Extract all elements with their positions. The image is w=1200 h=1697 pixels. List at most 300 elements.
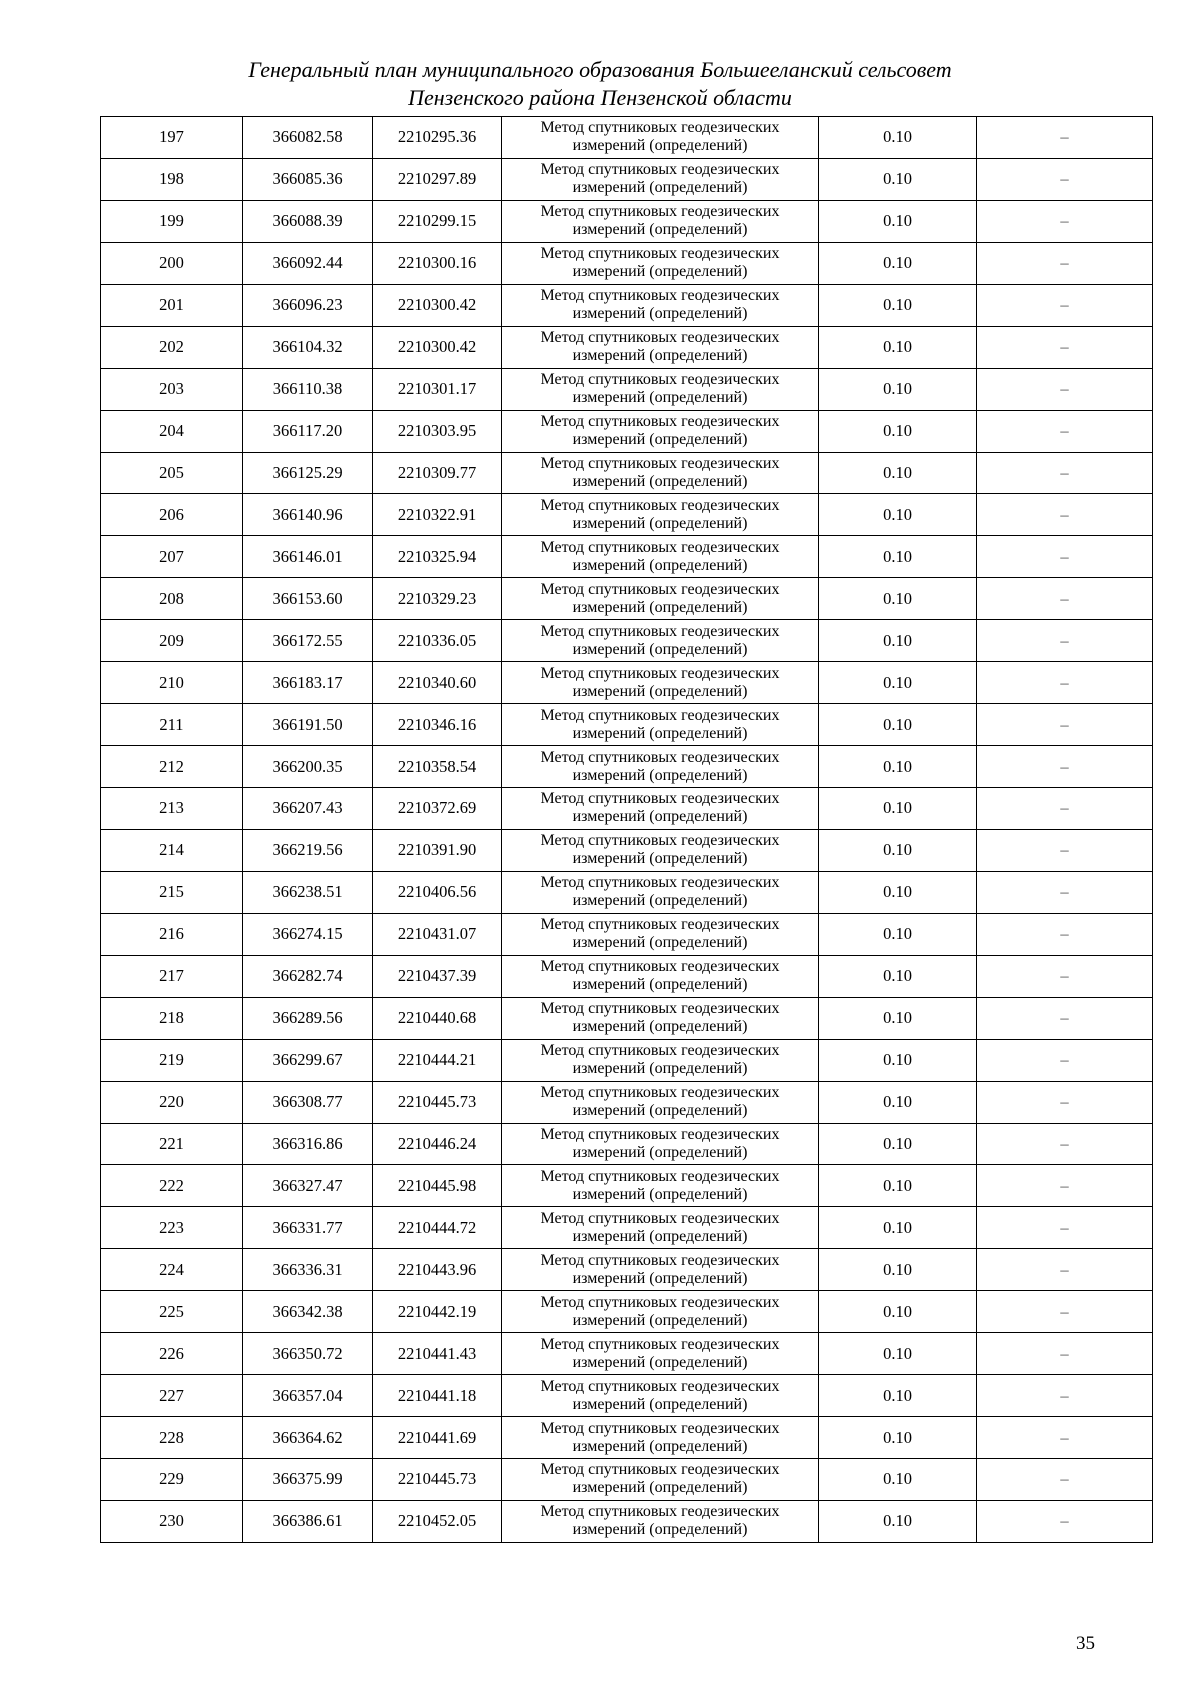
y-coordinate-cell: 2210445.73 — [373, 1459, 502, 1501]
method-text-line-2: измерений (определений) — [572, 1269, 748, 1287]
y-coordinate-cell: 2210372.69 — [373, 788, 502, 830]
point-number-cell: 204 — [101, 410, 243, 452]
method-text-line-1: Метод спутниковых геодезических — [540, 1419, 780, 1437]
description-cell: – — [977, 662, 1153, 704]
point-number-cell: 214 — [101, 829, 243, 871]
method-text-line-2: измерений (определений) — [572, 472, 748, 490]
accuracy-cell: 0.10 — [819, 1333, 977, 1375]
point-number-cell: 212 — [101, 746, 243, 788]
y-coordinate-cell: 2210441.43 — [373, 1333, 502, 1375]
table-row — [101, 452, 1153, 494]
method-text-line-1: Метод спутниковых геодезических — [540, 1377, 780, 1395]
method-cell — [502, 1333, 819, 1375]
y-coordinate-cell: 2210406.56 — [373, 871, 502, 913]
y-coordinate-cell: 2210329.23 — [373, 578, 502, 620]
method-text-line-1: Метод спутниковых геодезических — [540, 119, 780, 137]
y-coordinate-cell: 2210437.39 — [373, 955, 502, 997]
method-cell — [502, 746, 819, 788]
point-number-cell: 227 — [101, 1375, 243, 1417]
description-cell: – — [977, 368, 1153, 410]
description-cell: – — [977, 1207, 1153, 1249]
description-cell: – — [977, 284, 1153, 326]
accuracy-cell: 0.10 — [819, 1375, 977, 1417]
method-cell — [502, 620, 819, 662]
y-coordinate-cell: 2210440.68 — [373, 997, 502, 1039]
method-cell — [502, 326, 819, 368]
point-number-cell: 219 — [101, 1039, 243, 1081]
point-number-cell: 217 — [101, 955, 243, 997]
x-coordinate-cell: 366082.58 — [243, 117, 373, 159]
table-row — [101, 620, 1153, 662]
accuracy-cell: 0.10 — [819, 452, 977, 494]
y-coordinate-cell: 2210445.73 — [373, 1081, 502, 1123]
accuracy-cell: 0.10 — [819, 1500, 977, 1542]
point-number-cell: 206 — [101, 494, 243, 536]
point-number-cell: 230 — [101, 1500, 243, 1542]
method-text-line-1: Метод спутниковых геодезических — [540, 454, 780, 472]
method-text-line-2: измерений (определений) — [572, 808, 748, 826]
method-cell — [502, 829, 819, 871]
description-cell: – — [977, 955, 1153, 997]
y-coordinate-cell: 2210299.15 — [373, 200, 502, 242]
method-cell — [502, 788, 819, 830]
y-coordinate-cell: 2210309.77 — [373, 452, 502, 494]
accuracy-cell: 0.10 — [819, 1207, 977, 1249]
method-text-line-2: измерений (определений) — [572, 347, 748, 365]
accuracy-cell: 0.10 — [819, 536, 977, 578]
header-line-1: Генеральный план муниципального образования Большееланский сельсовет — [248, 57, 952, 82]
point-number-cell: 203 — [101, 368, 243, 410]
method-cell — [502, 1123, 819, 1165]
method-cell — [502, 1500, 819, 1542]
method-text-line-2: измерений (определений) — [572, 1311, 748, 1329]
point-number-cell: 208 — [101, 578, 243, 620]
x-coordinate-cell: 366153.60 — [243, 578, 373, 620]
method-text-line-1: Метод спутниковых геодезических — [540, 1209, 780, 1227]
description-cell: – — [977, 1039, 1153, 1081]
accuracy-cell: 0.10 — [819, 1165, 977, 1207]
description-cell: – — [977, 242, 1153, 284]
accuracy-cell: 0.10 — [819, 955, 977, 997]
y-coordinate-cell: 2210444.21 — [373, 1039, 502, 1081]
method-text-line-2: измерений (определений) — [572, 137, 748, 155]
method-text-line-2: измерений (определений) — [572, 514, 748, 532]
y-coordinate-cell: 2210391.90 — [373, 829, 502, 871]
x-coordinate-cell: 366092.44 — [243, 242, 373, 284]
method-cell — [502, 578, 819, 620]
point-number-cell: 197 — [101, 117, 243, 159]
y-coordinate-cell: 2210431.07 — [373, 913, 502, 955]
method-text-line-1: Метод спутниковых геодезических — [540, 1335, 780, 1353]
method-cell — [502, 1207, 819, 1249]
y-coordinate-cell: 2210441.69 — [373, 1417, 502, 1459]
table-row — [101, 1291, 1153, 1333]
method-text-line-2: измерений (определений) — [572, 724, 748, 742]
point-number-cell: 207 — [101, 536, 243, 578]
method-text-line-2: измерений (определений) — [572, 179, 748, 197]
page-number: 35 — [1076, 1633, 1095, 1654]
method-cell — [502, 1291, 819, 1333]
x-coordinate-cell: 366282.74 — [243, 955, 373, 997]
point-number-cell: 198 — [101, 158, 243, 200]
table-row — [101, 1165, 1153, 1207]
method-text-line-1: Метод спутниковых геодезических — [540, 1293, 780, 1311]
method-cell — [502, 1375, 819, 1417]
x-coordinate-cell: 366085.36 — [243, 158, 373, 200]
y-coordinate-cell: 2210295.36 — [373, 117, 502, 159]
method-text-line-1: Метод спутниковых геодезических — [540, 1251, 780, 1269]
x-coordinate-cell: 366357.04 — [243, 1375, 373, 1417]
description-cell: – — [977, 117, 1153, 159]
method-text-line-1: Метод спутниковых геодезических — [540, 1503, 780, 1521]
method-text-line-2: измерений (определений) — [572, 1185, 748, 1203]
method-text-line-1: Метод спутниковых геодезических — [540, 245, 780, 263]
method-cell — [502, 955, 819, 997]
accuracy-cell: 0.10 — [819, 704, 977, 746]
y-coordinate-cell: 2210446.24 — [373, 1123, 502, 1165]
point-number-cell: 200 — [101, 242, 243, 284]
description-cell: – — [977, 788, 1153, 830]
method-text-line-2: измерений (определений) — [572, 1437, 748, 1455]
method-text-line-1: Метод спутниковых геодезических — [540, 1461, 780, 1479]
accuracy-cell: 0.10 — [819, 284, 977, 326]
accuracy-cell: 0.10 — [819, 913, 977, 955]
point-number-cell: 201 — [101, 284, 243, 326]
table-row — [101, 871, 1153, 913]
x-coordinate-cell: 366274.15 — [243, 913, 373, 955]
method-cell — [502, 913, 819, 955]
table-row — [101, 1417, 1153, 1459]
y-coordinate-cell: 2210322.91 — [373, 494, 502, 536]
accuracy-cell: 0.10 — [819, 1081, 977, 1123]
x-coordinate-cell: 366172.55 — [243, 620, 373, 662]
method-cell — [502, 704, 819, 746]
point-number-cell: 225 — [101, 1291, 243, 1333]
method-text-line-2: измерений (определений) — [572, 305, 748, 323]
method-cell — [502, 997, 819, 1039]
y-coordinate-cell: 2210346.16 — [373, 704, 502, 746]
accuracy-cell: 0.10 — [819, 871, 977, 913]
table-row — [101, 746, 1153, 788]
accuracy-cell: 0.10 — [819, 1039, 977, 1081]
method-cell — [502, 1081, 819, 1123]
y-coordinate-cell: 2210301.17 — [373, 368, 502, 410]
method-cell — [502, 1249, 819, 1291]
method-text-line-2: измерений (определений) — [572, 1521, 748, 1539]
table-row — [101, 326, 1153, 368]
table-row — [101, 913, 1153, 955]
method-text-line-1: Метод спутниковых геодезических — [540, 371, 780, 389]
method-text-line-2: измерений (определений) — [572, 766, 748, 784]
method-text-line-1: Метод спутниковых геодезических — [540, 874, 780, 892]
table-row — [101, 410, 1153, 452]
table-row — [101, 1207, 1153, 1249]
accuracy-cell: 0.10 — [819, 368, 977, 410]
method-text-line-2: измерений (определений) — [572, 934, 748, 952]
table-row — [101, 788, 1153, 830]
accuracy-cell: 0.10 — [819, 410, 977, 452]
accuracy-cell: 0.10 — [819, 1291, 977, 1333]
description-cell: – — [977, 410, 1153, 452]
method-text-line-2: измерений (определений) — [572, 640, 748, 658]
accuracy-cell: 0.10 — [819, 829, 977, 871]
point-number-cell: 205 — [101, 452, 243, 494]
method-text-line-2: измерений (определений) — [572, 598, 748, 616]
accuracy-cell: 0.10 — [819, 117, 977, 159]
method-cell — [502, 117, 819, 159]
method-text-line-1: Метод спутниковых геодезических — [540, 287, 780, 305]
x-coordinate-cell: 366327.47 — [243, 1165, 373, 1207]
accuracy-cell: 0.10 — [819, 326, 977, 368]
point-number-cell: 220 — [101, 1081, 243, 1123]
method-text-line-2: измерений (определений) — [572, 850, 748, 868]
table-row — [101, 284, 1153, 326]
method-cell — [502, 368, 819, 410]
description-cell: – — [977, 200, 1153, 242]
method-text-line-1: Метод спутниковых геодезических — [540, 538, 780, 556]
table-row — [101, 536, 1153, 578]
method-cell — [502, 452, 819, 494]
description-cell: – — [977, 1500, 1153, 1542]
header-line-2: Пензенского района Пензенской области — [408, 85, 792, 110]
method-cell — [502, 284, 819, 326]
point-number-cell: 215 — [101, 871, 243, 913]
y-coordinate-cell: 2210443.96 — [373, 1249, 502, 1291]
point-number-cell: 222 — [101, 1165, 243, 1207]
method-text-line-1: Метод спутниковых геодезических — [540, 1042, 780, 1060]
method-text-line-2: измерений (определений) — [572, 263, 748, 281]
x-coordinate-cell: 366140.96 — [243, 494, 373, 536]
y-coordinate-cell: 2210442.19 — [373, 1291, 502, 1333]
method-text-line-1: Метод спутниковых геодезических — [540, 1084, 780, 1102]
y-coordinate-cell: 2210300.42 — [373, 284, 502, 326]
description-cell: – — [977, 1123, 1153, 1165]
accuracy-cell: 0.10 — [819, 200, 977, 242]
x-coordinate-cell: 366364.62 — [243, 1417, 373, 1459]
point-number-cell: 218 — [101, 997, 243, 1039]
point-number-cell: 228 — [101, 1417, 243, 1459]
method-text-line-2: измерений (определений) — [572, 1395, 748, 1413]
method-cell — [502, 1165, 819, 1207]
x-coordinate-cell: 366096.23 — [243, 284, 373, 326]
description-cell: – — [977, 1291, 1153, 1333]
description-cell: – — [977, 1375, 1153, 1417]
table-row — [101, 1039, 1153, 1081]
point-number-cell: 224 — [101, 1249, 243, 1291]
description-cell: – — [977, 1459, 1153, 1501]
method-text-line-1: Метод спутниковых геодезических — [540, 622, 780, 640]
method-cell — [502, 536, 819, 578]
accuracy-cell: 0.10 — [819, 1123, 977, 1165]
method-cell — [502, 871, 819, 913]
method-cell — [502, 200, 819, 242]
accuracy-cell: 0.10 — [819, 578, 977, 620]
point-number-cell: 199 — [101, 200, 243, 242]
method-text-line-1: Метод спутниковых геодезических — [540, 790, 780, 808]
method-text-line-2: измерений (определений) — [572, 389, 748, 407]
method-text-line-1: Метод спутниковых геодезических — [540, 664, 780, 682]
x-coordinate-cell: 366308.77 — [243, 1081, 373, 1123]
description-cell: – — [977, 494, 1153, 536]
method-text-line-1: Метод спутниковых геодезических — [540, 203, 780, 221]
method-cell — [502, 662, 819, 704]
y-coordinate-cell: 2210445.98 — [373, 1165, 502, 1207]
description-cell: – — [977, 871, 1153, 913]
method-text-line-2: измерений (определений) — [572, 892, 748, 910]
description-cell: – — [977, 1165, 1153, 1207]
x-coordinate-cell: 366219.56 — [243, 829, 373, 871]
table-row — [101, 368, 1153, 410]
x-coordinate-cell: 366386.61 — [243, 1500, 373, 1542]
method-cell — [502, 158, 819, 200]
accuracy-cell: 0.10 — [819, 1459, 977, 1501]
x-coordinate-cell: 366299.67 — [243, 1039, 373, 1081]
description-cell: – — [977, 536, 1153, 578]
table-row — [101, 1333, 1153, 1375]
method-text-line-1: Метод спутниковых геодезических — [540, 706, 780, 724]
accuracy-cell: 0.10 — [819, 746, 977, 788]
method-text-line-2: измерений (определений) — [572, 1143, 748, 1161]
accuracy-cell: 0.10 — [819, 242, 977, 284]
method-text-line-1: Метод спутниковых геодезических — [540, 496, 780, 514]
accuracy-cell: 0.10 — [819, 158, 977, 200]
accuracy-cell: 0.10 — [819, 788, 977, 830]
method-text-line-1: Метод спутниковых геодезических — [540, 1125, 780, 1143]
x-coordinate-cell: 366342.38 — [243, 1291, 373, 1333]
point-number-cell: 213 — [101, 788, 243, 830]
x-coordinate-cell: 366316.86 — [243, 1123, 373, 1165]
coordinates-table — [100, 116, 1153, 1543]
x-coordinate-cell: 366146.01 — [243, 536, 373, 578]
point-number-cell: 229 — [101, 1459, 243, 1501]
table-row — [101, 242, 1153, 284]
table-row — [101, 578, 1153, 620]
method-text-line-1: Метод спутниковых геодезических — [540, 748, 780, 766]
method-cell — [502, 494, 819, 536]
x-coordinate-cell: 366375.99 — [243, 1459, 373, 1501]
table-row — [101, 158, 1153, 200]
x-coordinate-cell: 366289.56 — [243, 997, 373, 1039]
y-coordinate-cell: 2210325.94 — [373, 536, 502, 578]
x-coordinate-cell: 366207.43 — [243, 788, 373, 830]
table-row — [101, 1459, 1153, 1501]
table-row — [101, 494, 1153, 536]
description-cell: – — [977, 829, 1153, 871]
y-coordinate-cell: 2210303.95 — [373, 410, 502, 452]
point-number-cell: 211 — [101, 704, 243, 746]
method-text-line-1: Метод спутниковых геодезических — [540, 958, 780, 976]
y-coordinate-cell: 2210300.42 — [373, 326, 502, 368]
x-coordinate-cell: 366350.72 — [243, 1333, 373, 1375]
table-row — [101, 1123, 1153, 1165]
method-cell — [502, 410, 819, 452]
table-row — [101, 1081, 1153, 1123]
method-text-line-1: Метод спутниковых геодезических — [540, 832, 780, 850]
point-number-cell: 221 — [101, 1123, 243, 1165]
x-coordinate-cell: 366183.17 — [243, 662, 373, 704]
table-row — [101, 955, 1153, 997]
y-coordinate-cell: 2210452.05 — [373, 1500, 502, 1542]
description-cell: – — [977, 704, 1153, 746]
description-cell: – — [977, 158, 1153, 200]
table-row — [101, 1375, 1153, 1417]
method-text-line-2: измерений (определений) — [572, 556, 748, 574]
point-number-cell: 226 — [101, 1333, 243, 1375]
point-number-cell: 223 — [101, 1207, 243, 1249]
method-text-line-2: измерений (определений) — [572, 431, 748, 449]
table-row — [101, 704, 1153, 746]
method-cell — [502, 1417, 819, 1459]
description-cell: – — [977, 1249, 1153, 1291]
description-cell: – — [977, 913, 1153, 955]
y-coordinate-cell: 2210336.05 — [373, 620, 502, 662]
accuracy-cell: 0.10 — [819, 997, 977, 1039]
description-cell: – — [977, 1417, 1153, 1459]
table-row — [101, 829, 1153, 871]
method-text-line-1: Метод спутниковых геодезических — [540, 413, 780, 431]
x-coordinate-cell: 366331.77 — [243, 1207, 373, 1249]
method-text-line-1: Метод спутниковых геодезических — [540, 1000, 780, 1018]
method-text-line-2: измерений (определений) — [572, 1227, 748, 1245]
x-coordinate-cell: 366238.51 — [243, 871, 373, 913]
x-coordinate-cell: 366088.39 — [243, 200, 373, 242]
method-text-line-2: измерений (определений) — [572, 682, 748, 700]
point-number-cell: 202 — [101, 326, 243, 368]
accuracy-cell: 0.10 — [819, 620, 977, 662]
method-cell — [502, 1039, 819, 1081]
point-number-cell: 216 — [101, 913, 243, 955]
method-text-line-1: Метод спутниковых геодезических — [540, 161, 780, 179]
method-text-line-1: Метод спутниковых геодезических — [540, 580, 780, 598]
description-cell: – — [977, 452, 1153, 494]
method-text-line-2: измерений (определений) — [572, 1353, 748, 1371]
method-text-line-2: измерений (определений) — [572, 1060, 748, 1078]
y-coordinate-cell: 2210300.16 — [373, 242, 502, 284]
x-coordinate-cell: 366336.31 — [243, 1249, 373, 1291]
x-coordinate-cell: 366191.50 — [243, 704, 373, 746]
description-cell: – — [977, 997, 1153, 1039]
x-coordinate-cell: 366200.35 — [243, 746, 373, 788]
table-row — [101, 662, 1153, 704]
y-coordinate-cell: 2210340.60 — [373, 662, 502, 704]
x-coordinate-cell: 366125.29 — [243, 452, 373, 494]
method-text-line-1: Метод спутниковых геодезических — [540, 916, 780, 934]
method-text-line-2: измерений (определений) — [572, 1018, 748, 1036]
method-text-line-2: измерений (определений) — [572, 976, 748, 994]
accuracy-cell: 0.10 — [819, 1249, 977, 1291]
accuracy-cell: 0.10 — [819, 494, 977, 536]
document-header — [0, 56, 1200, 112]
table-row — [101, 117, 1153, 159]
x-coordinate-cell: 366110.38 — [243, 368, 373, 410]
table-row — [101, 200, 1153, 242]
accuracy-cell: 0.10 — [819, 1417, 977, 1459]
description-cell: – — [977, 578, 1153, 620]
table-row — [101, 997, 1153, 1039]
table-row — [101, 1249, 1153, 1291]
description-cell: – — [977, 326, 1153, 368]
method-cell — [502, 1459, 819, 1501]
y-coordinate-cell: 2210441.18 — [373, 1375, 502, 1417]
y-coordinate-cell: 2210444.72 — [373, 1207, 502, 1249]
method-text-line-2: измерений (определений) — [572, 221, 748, 239]
y-coordinate-cell: 2210297.89 — [373, 158, 502, 200]
point-number-cell: 209 — [101, 620, 243, 662]
method-text-line-1: Метод спутниковых геодезических — [540, 1167, 780, 1185]
accuracy-cell: 0.10 — [819, 662, 977, 704]
table-row — [101, 1500, 1153, 1542]
method-text-line-2: измерений (определений) — [572, 1479, 748, 1497]
